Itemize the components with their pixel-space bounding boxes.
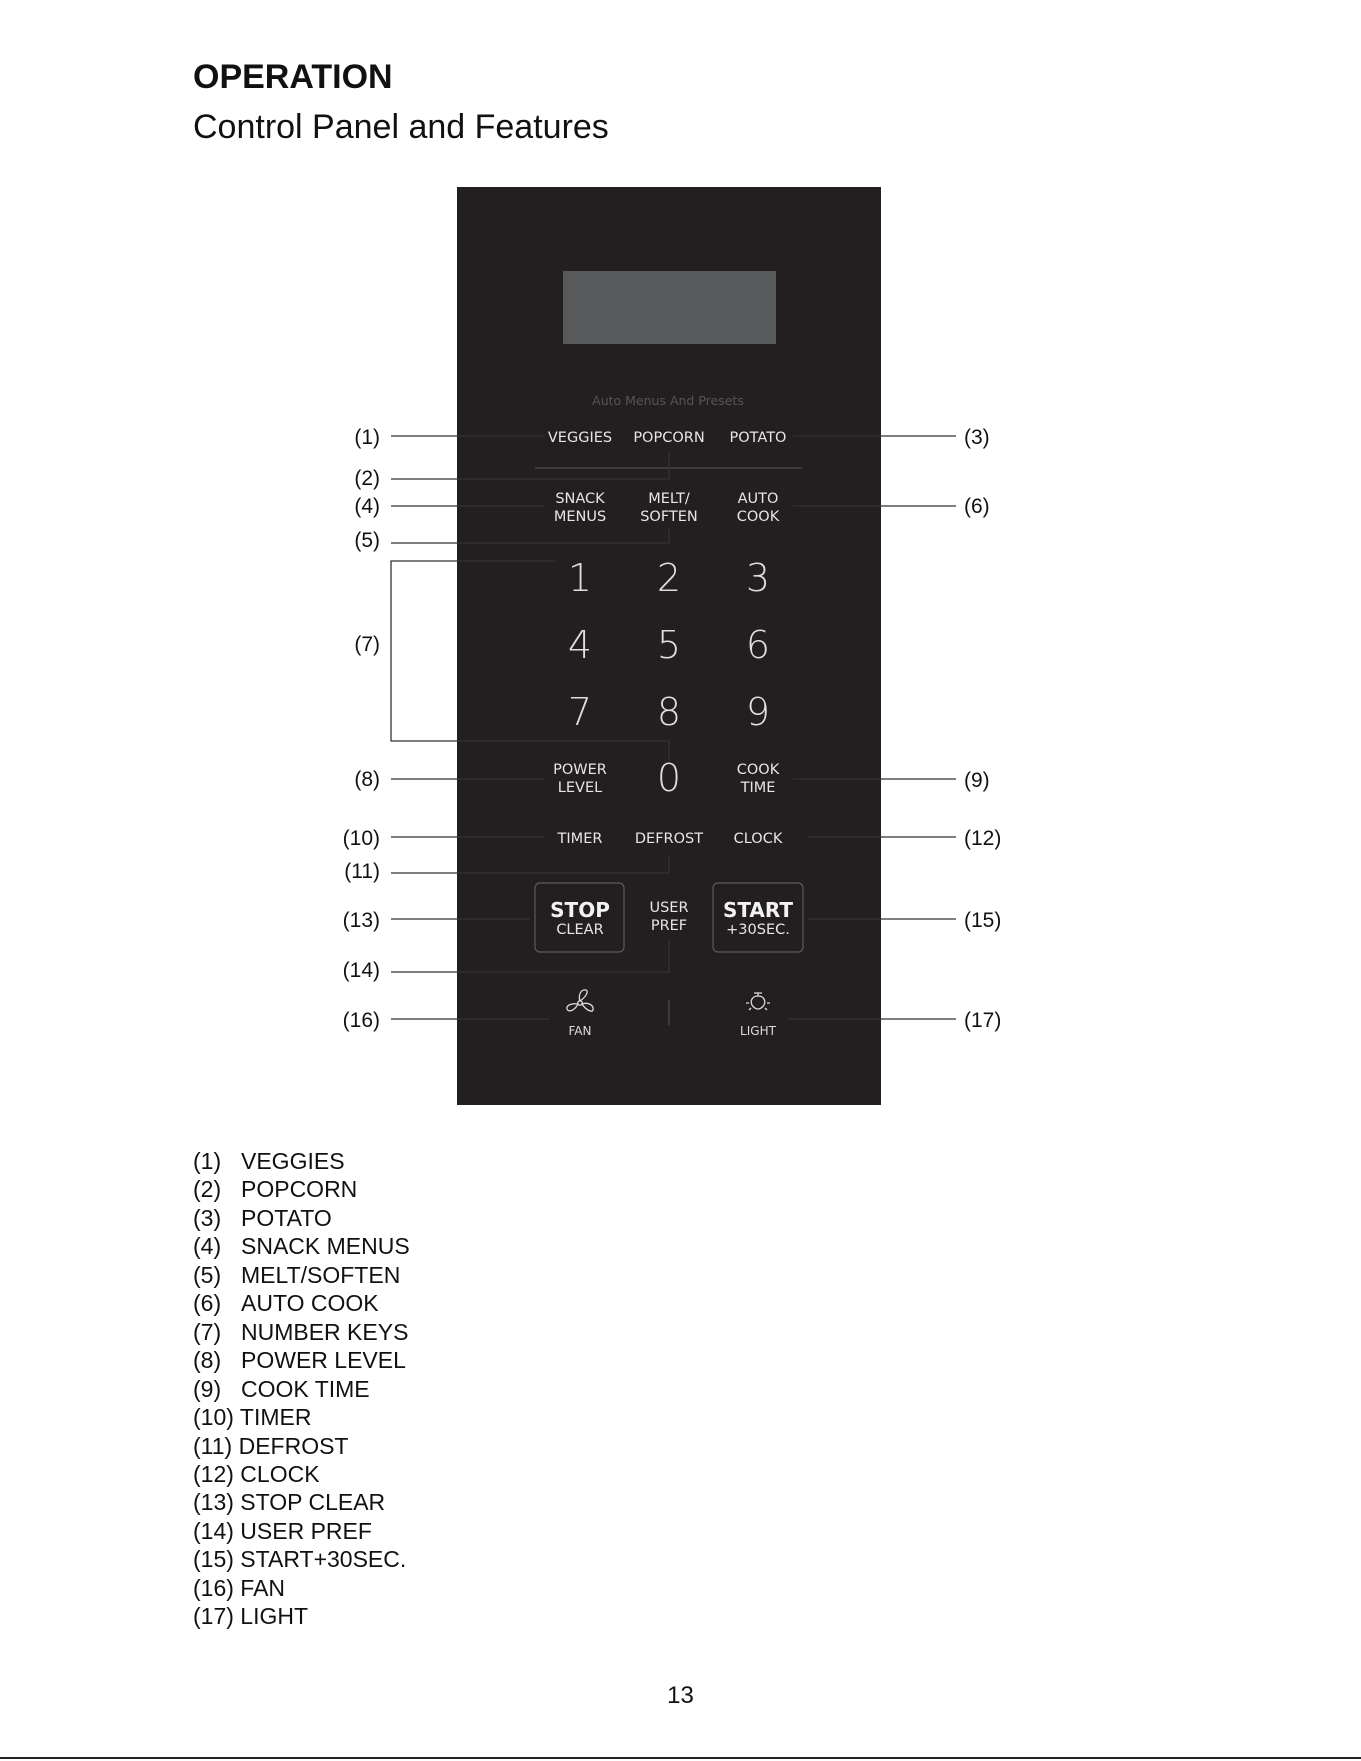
auto-cook-button[interactable]: [726, 488, 790, 526]
fan-label: FAN: [568, 1024, 592, 1038]
page-subheading: Control Panel and Features: [193, 108, 609, 146]
legend-label: START+30SEC.: [240, 1546, 407, 1573]
legend-item: [193, 1204, 410, 1232]
legend-item: [193, 1346, 410, 1374]
legend-item: [193, 1432, 410, 1460]
callout-3: (3): [964, 426, 990, 449]
legend-label: USER PREF: [240, 1517, 372, 1544]
legend-label: AUTO COOK: [241, 1290, 379, 1317]
legend-number: (13): [193, 1489, 234, 1516]
stop-label: STOP: [550, 898, 610, 922]
callout-2: (2): [354, 467, 380, 490]
callout-6: (6): [964, 495, 990, 518]
legend-label: FAN: [240, 1574, 286, 1601]
legend-number: (6): [193, 1290, 222, 1317]
digit-key-2[interactable]: 2: [656, 556, 682, 600]
legend-number: (10): [193, 1404, 234, 1431]
clock-button[interactable]: CLOCK: [733, 831, 783, 847]
defrost-button[interactable]: DEFROST: [634, 831, 704, 847]
veggies-button[interactable]: VEGGIES: [547, 430, 613, 446]
callout-8: (8): [354, 768, 380, 791]
legend-item: [193, 1175, 410, 1203]
legend-item: [193, 1232, 410, 1260]
legend-item: [193, 1517, 410, 1545]
callout-5: (5): [354, 529, 380, 552]
legend-label: CLOCK: [240, 1460, 320, 1487]
legend-label: NUMBER KEYS: [241, 1318, 409, 1345]
legend-number: (4): [193, 1233, 222, 1260]
display-window: [563, 271, 776, 344]
legend-number: (12): [193, 1460, 234, 1487]
timer-button[interactable]: TIMER: [557, 831, 603, 847]
callout-15: (15): [964, 909, 1002, 932]
callout-14: (14): [342, 959, 380, 982]
digit-key-8[interactable]: 8: [656, 690, 682, 734]
legend-item: [193, 1403, 410, 1431]
legend-number: (3): [193, 1204, 222, 1231]
legend-item: [193, 1289, 410, 1317]
legend-item: [193, 1460, 410, 1488]
legend-item: [193, 1261, 410, 1289]
legend-number: (15): [193, 1546, 234, 1573]
light-label: LIGHT: [740, 1024, 776, 1038]
callout-10: (10): [342, 827, 380, 850]
plus-30sec-label: +30SEC.: [726, 922, 790, 938]
legend-label: VEGGIES: [241, 1148, 345, 1174]
legend-label: POTATO: [241, 1204, 332, 1231]
legend-number: (2): [193, 1176, 222, 1203]
digit-key-1[interactable]: 1: [567, 556, 593, 600]
digit-key-6[interactable]: 6: [745, 623, 771, 667]
page-number: 13: [667, 1682, 694, 1709]
digit-key-4[interactable]: 4: [567, 623, 593, 667]
legend-item: [193, 1602, 410, 1630]
legend-label: DEFROST: [238, 1432, 349, 1459]
legend-item: [193, 1147, 410, 1175]
popcorn-button[interactable]: POPCORN: [633, 430, 705, 446]
legend-label: LIGHT: [240, 1603, 309, 1630]
legend-number: (8): [193, 1347, 222, 1374]
legend-label: SNACK MENUS: [241, 1233, 410, 1260]
callout-4: (4): [354, 495, 380, 518]
legend-label: POWER LEVEL: [241, 1347, 406, 1374]
digit-key-7[interactable]: 7: [567, 690, 593, 734]
legend-label: TIMER: [239, 1404, 312, 1431]
digit-key-5[interactable]: 5: [656, 623, 682, 667]
auto-menus-section-label: Auto Menus And Presets: [592, 393, 744, 408]
melt-soften-button[interactable]: [637, 488, 701, 526]
legend-label: MELT/SOFTEN: [241, 1261, 401, 1288]
snack-menus-button[interactable]: [548, 488, 612, 526]
clear-label: CLEAR: [556, 922, 604, 938]
legend-item: [193, 1318, 410, 1346]
legend-number: (5): [193, 1261, 222, 1288]
legend-number: (14): [193, 1517, 234, 1544]
legend-number: (9): [193, 1375, 222, 1402]
callout-13: (13): [342, 909, 380, 932]
callout-7: (7): [354, 633, 380, 656]
legend-label: STOP CLEAR: [240, 1489, 386, 1516]
legend-item: [193, 1488, 410, 1516]
legend-item: [193, 1574, 410, 1602]
callout-1: (1): [354, 426, 380, 449]
page-heading: OPERATION: [193, 58, 393, 96]
callout-16: (16): [342, 1009, 380, 1032]
callout-11: (11): [344, 860, 380, 883]
digit-key-9[interactable]: 9: [745, 690, 771, 734]
legend-label: POPCORN: [241, 1176, 358, 1203]
feature-legend: [193, 1147, 410, 1631]
legend-number: (16): [193, 1574, 234, 1601]
bottom-rule: [0, 1757, 1361, 1759]
cook-time-button[interactable]: [726, 759, 790, 797]
legend-number: (11): [193, 1432, 233, 1459]
legend-item: [193, 1375, 410, 1403]
legend-item: [193, 1545, 410, 1573]
callout-17: (17): [964, 1009, 1002, 1032]
power-level-button[interactable]: [548, 759, 612, 797]
legend-number: (17): [193, 1603, 234, 1630]
callout-9: (9): [964, 769, 990, 792]
legend-label: COOK TIME: [241, 1375, 370, 1402]
potato-button[interactable]: POTATO: [729, 430, 787, 446]
legend-number: (7): [193, 1318, 222, 1345]
digit-key-3[interactable]: 3: [745, 556, 771, 600]
start-label: START: [722, 898, 794, 922]
callout-12: (12): [964, 827, 1002, 850]
digit-key-0[interactable]: 0: [656, 756, 682, 800]
user-pref-button[interactable]: [637, 897, 701, 935]
legend-number: (1): [193, 1148, 222, 1174]
